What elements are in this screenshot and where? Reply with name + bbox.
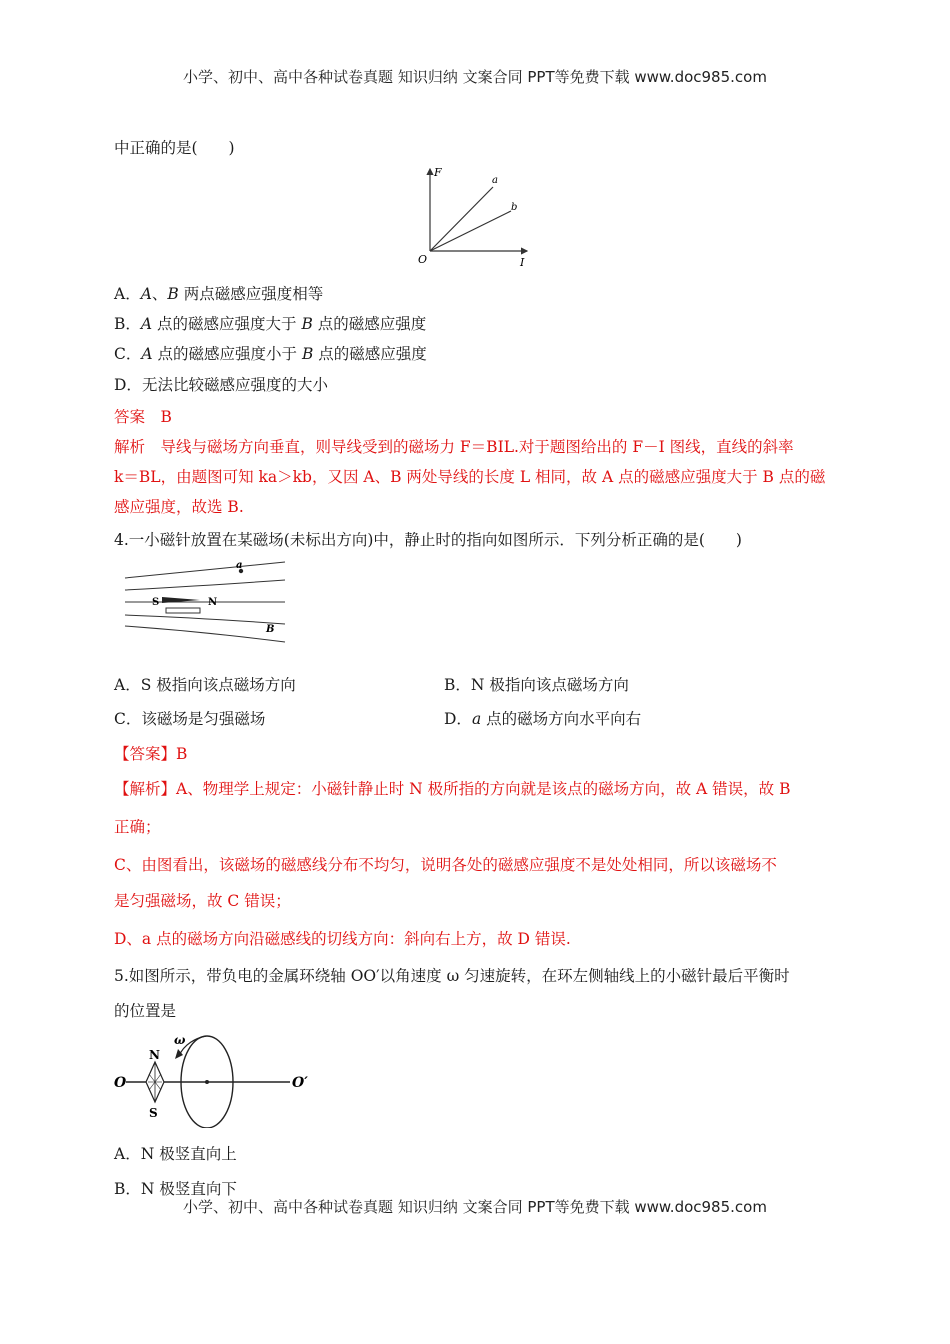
south-label: S — [149, 1106, 158, 1120]
f-i-graph — [415, 165, 535, 270]
q3-analysis-line2: k＝BL，由题图可知 ka＞kb，又因 A、B 两处导线的长度 L 相同，故 A 点的磁感应强度大于 B 点的磁 — [114, 468, 826, 486]
magnetic-field-figure — [120, 560, 290, 646]
line-a — [430, 187, 493, 251]
compass-base — [166, 608, 200, 613]
q4-analysis-line2: 正确； — [114, 818, 161, 836]
q4-stem: 4.一小磁针放置在某磁场(未标出方向)中，静止时的指向如图所示．下列分析正确的是( ) — [114, 531, 742, 549]
pole-s-label: S — [152, 597, 160, 608]
field-line-1 — [125, 562, 285, 578]
point-a-label: a — [236, 560, 243, 571]
y-axis-label: F — [434, 166, 442, 179]
field-line-5 — [125, 626, 285, 642]
q3-analysis-line3: 感应强度，故选 B. — [114, 498, 244, 516]
label-b: B — [266, 624, 275, 635]
axis-left-label: O — [114, 1075, 127, 1091]
q5-stem-line2: 的位置是 — [114, 1002, 177, 1020]
q4-analysis-line3: C、由图看出，该磁场的磁感线分布不均匀，说明各处的磁感应强度不是处处相同，所以该磁场不 — [114, 856, 777, 874]
north-label: N — [149, 1048, 160, 1062]
origin-label: O — [418, 253, 428, 266]
q5-option-a[interactable]: A．N 极竖直向上 — [114, 1145, 237, 1163]
line-a-label: a — [492, 175, 498, 186]
rotating-ring-figure — [112, 1028, 322, 1128]
q5-option-b[interactable]: B．N 极竖直向下 — [114, 1180, 237, 1198]
page-header: 小学、初中、高中各种试卷真题 知识归纳 文案合同 PPT等免费下载 www.doc985.com — [183, 68, 767, 86]
q4-option-b[interactable]: B．N 极指向该点磁场方向 — [444, 676, 629, 694]
field-line-2 — [125, 580, 285, 590]
pole-n-label: N — [208, 597, 218, 608]
q3-option-b[interactable]: B．A 点的磁感应强度大于 B 点的磁感应强度 — [114, 315, 427, 333]
omega-label: ω — [174, 1033, 186, 1047]
q4-option-c[interactable]: C．该磁场是匀强磁场 — [114, 710, 266, 728]
ring-center — [205, 1080, 209, 1084]
q5-stem-line1: 5.如图所示，带负电的金属环绕轴 OO′以角速度 ω 匀速旋转，在环左侧轴线上的小磁针最后平衡时 — [114, 967, 790, 985]
field-line-4 — [125, 615, 285, 624]
q4-answer: 【答案】B — [114, 745, 188, 763]
q4-option-a[interactable]: A．S 极指向该点磁场方向 — [114, 676, 296, 694]
q4-option-d[interactable]: D．a 点的磁场方向水平向右 — [444, 710, 642, 728]
q3-option-d[interactable]: D．无法比较磁感应强度的大小 — [114, 376, 328, 394]
q3-option-a[interactable]: A．A、B 两点磁感应强度相等 — [114, 285, 324, 303]
q4-analysis-line4: 是匀强磁场，故 C 错误； — [114, 892, 291, 910]
page-footer: 小学、初中、高中各种试卷真题 知识归纳 文案合同 PPT等免费下载 www.doc985.com — [183, 1198, 767, 1216]
q3-answer: 答案 B — [114, 408, 172, 426]
q3-stem-tail: 中正确的是( ) — [114, 139, 235, 157]
q3-option-c[interactable]: C．A 点的磁感应强度小于 B 点的磁感应强度 — [114, 345, 427, 363]
q4-analysis-line5: D、a 点的磁场方向沿磁感线的切线方向：斜向右上方，故 D 错误. — [114, 930, 571, 948]
x-axis-label: I — [520, 256, 525, 269]
q4-analysis-line1: 【解析】A、物理学上规定：小磁针静止时 N 极所指的方向就是该点的磁场方向，故 A 错误，故 B — [114, 780, 791, 798]
line-b — [430, 211, 511, 251]
q3-analysis-line1: 解析 导线与磁场方向垂直，则导线受到的磁场力 F＝BIL.对于题图给出的 F－I 图线，直线的斜率 — [114, 438, 794, 456]
line-b-label: b — [511, 202, 518, 213]
axis-right-label: O′ — [292, 1075, 308, 1091]
